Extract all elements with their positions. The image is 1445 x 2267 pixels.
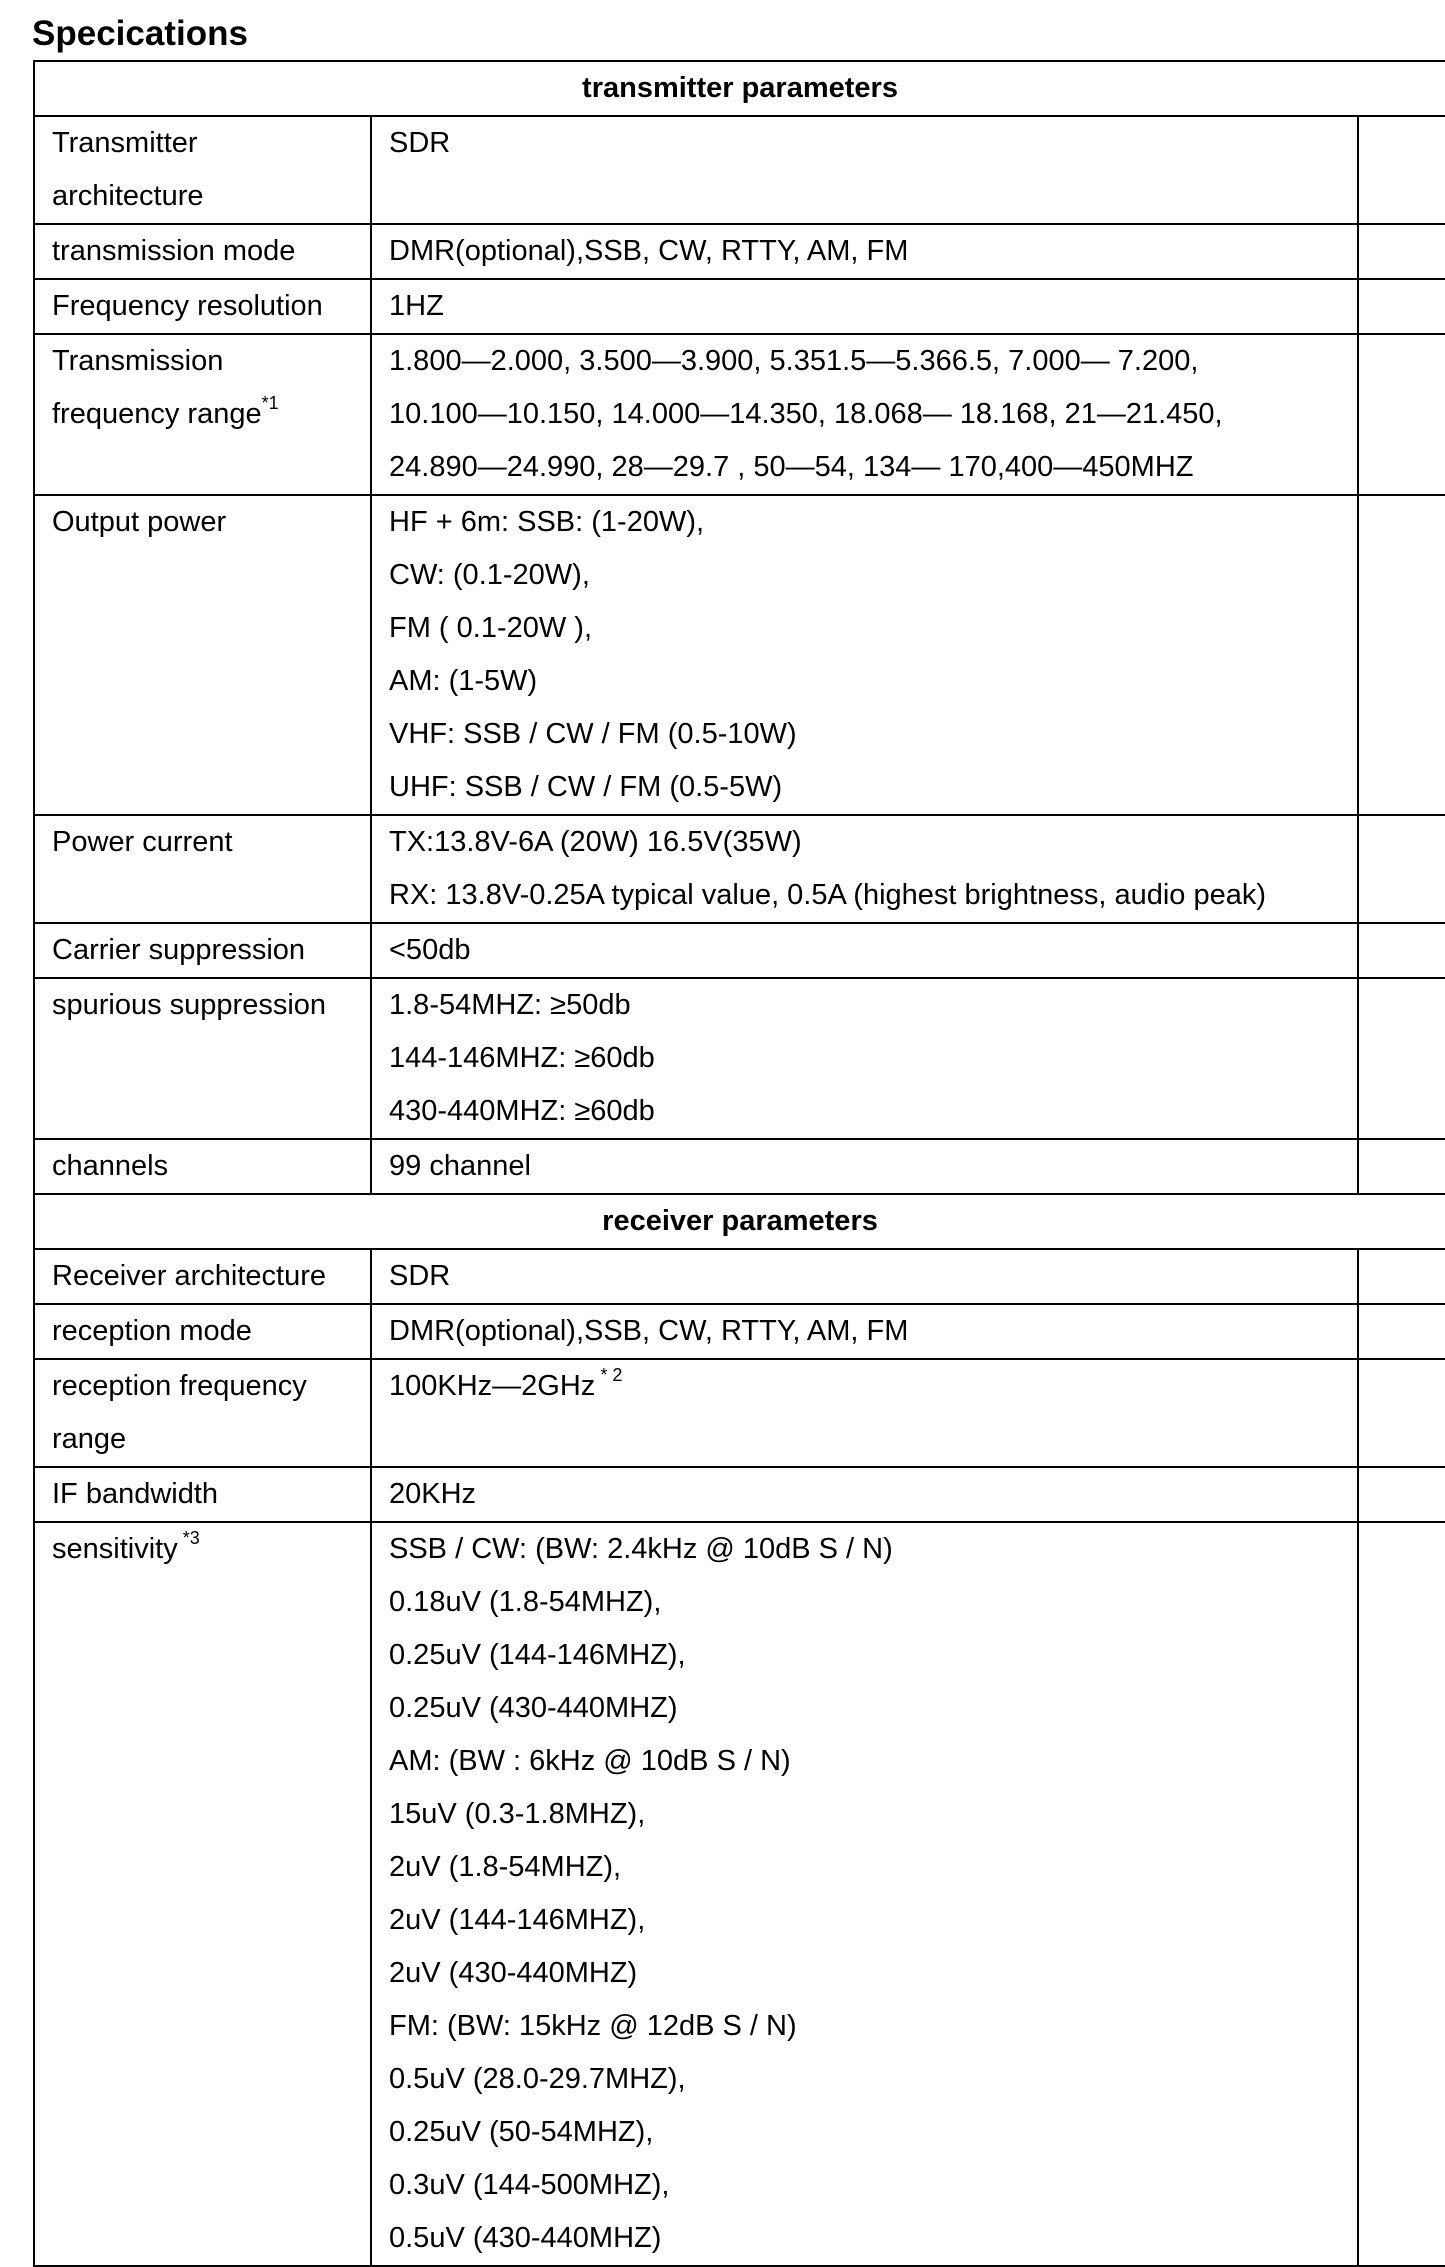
spec-label	[34, 1522, 371, 2266]
spec-value	[371, 279, 1358, 334]
spec-label	[34, 116, 371, 224]
spec-extra-cell	[1358, 1467, 1445, 1522]
spec-value-line: 2uV (430-440MHZ)	[389, 1957, 638, 1989]
spec-extra-cell	[1358, 815, 1445, 923]
spec-value-line: 0.3uV (144-500MHZ),	[389, 2169, 670, 2201]
spec-value-line: 2uV (144-146MHZ),	[389, 1904, 646, 1936]
spec-value-line: 24.890—24.990, 28—29.7 , 50—54, 134— 170,400—450MHZ	[389, 451, 1194, 483]
spec-value	[371, 1304, 1358, 1359]
spec-label	[34, 923, 371, 978]
spec-row	[34, 495, 1445, 815]
spec-value-line: 1.8-54MHZ: ≥50db	[389, 989, 631, 1021]
spec-value-line: HF + 6m: SSB: (1-20W),	[389, 506, 705, 538]
section-heading: transmitter parameters	[34, 61, 1445, 116]
spec-value-line: 0.25uV (144-146MHZ),	[389, 1639, 686, 1671]
section-header-row	[34, 61, 1445, 116]
spec-value-line: AM: (1-5W)	[389, 665, 538, 697]
spec-extra-cell	[1358, 1139, 1445, 1194]
spec-extra-cell	[1358, 1304, 1445, 1359]
spec-value-line: 0.25uV (430-440MHZ)	[389, 1692, 678, 1724]
spec-table	[33, 60, 1445, 2267]
spec-extra-cell	[1358, 334, 1445, 495]
spec-value	[371, 224, 1358, 279]
spec-label	[34, 1304, 371, 1359]
spec-label	[34, 1249, 371, 1304]
spec-value-line: DMR(optional),SSB, CW, RTTY, AM, FM	[389, 235, 909, 267]
spec-extra-cell	[1358, 1522, 1445, 2266]
spec-row	[34, 1304, 1445, 1359]
spec-value-line: TX:13.8V-6A (20W) 16.5V(35W)	[389, 826, 802, 858]
spec-label-line: spurious suppression	[52, 989, 327, 1021]
spec-value-line: 0.25uV (50-54MHZ),	[389, 2116, 654, 2148]
spec-label	[34, 495, 371, 815]
spec-value-line: SSB / CW: (BW: 2.4kHz @ 10dB S / N)	[389, 1533, 893, 1565]
spec-label-line: Transmission	[52, 345, 224, 377]
spec-label-line: range	[52, 1423, 127, 1455]
spec-value-line: 0.5uV (430-440MHZ)	[389, 2222, 662, 2254]
spec-extra-cell	[1358, 495, 1445, 815]
section-header-row	[34, 1194, 1445, 1249]
spec-label-line: Frequency resolution	[52, 290, 323, 322]
spec-value	[371, 815, 1358, 923]
spec-value-line: SDR	[389, 127, 451, 159]
spec-value	[371, 1139, 1358, 1194]
spec-value-line: 0.5uV (28.0-29.7MHZ),	[389, 2063, 686, 2095]
spec-label-line: Output power	[52, 506, 227, 538]
spec-value	[371, 495, 1358, 815]
spec-extra-cell	[1358, 279, 1445, 334]
spec-label	[34, 279, 371, 334]
spec-value-line: 20KHz	[389, 1478, 477, 1510]
spec-label	[34, 815, 371, 923]
spec-value-line: SDR	[389, 1260, 451, 1292]
spec-value	[371, 978, 1358, 1139]
spec-label-line: reception mode	[52, 1315, 252, 1347]
spec-value-line: 15uV (0.3-1.8MHZ),	[389, 1798, 646, 1830]
spec-value-line: <50db	[389, 934, 471, 966]
spec-value-line: 430-440MHZ: ≥60db	[389, 1095, 655, 1127]
spec-label	[34, 1139, 371, 1194]
spec-row	[34, 334, 1445, 495]
spec-value	[371, 1249, 1358, 1304]
spec-extra-cell	[1358, 978, 1445, 1139]
spec-value	[371, 1359, 1358, 1467]
spec-value-line: 0.18uV (1.8-54MHZ),	[389, 1586, 662, 1618]
spec-value-line: 100KHz—2GHz $^{* 2}$	[389, 1365, 623, 1402]
spec-label-line: channels	[52, 1150, 169, 1182]
spec-value-line: 144-146MHZ: ≥60db	[389, 1042, 655, 1074]
spec-value-line: 1.800—2.000, 3.500—3.900, 5.351.5—5.366.5, 7.000— 7.200,	[389, 345, 1199, 377]
spec-value-line: FM ( 0.1-20W ),	[389, 612, 593, 644]
spec-value	[371, 1522, 1358, 2266]
spec-value-line: AM: (BW : 6kHz @ 10dB S / N)	[389, 1745, 791, 1777]
spec-row	[34, 815, 1445, 923]
spec-label-line: transmission mode	[52, 235, 296, 267]
spec-value	[371, 334, 1358, 495]
spec-label-line: frequency range$^{*1}$	[52, 393, 279, 430]
spec-row	[34, 978, 1445, 1139]
spec-value-line: RX: 13.8V-0.25A typical value, 0.5A (highest brightness, audio peak)	[389, 879, 1266, 911]
spec-value-line: FM: (BW: 15kHz @ 12dB S / N)	[389, 2010, 797, 2042]
spec-value-line: 10.100—10.150, 14.000—14.350, 18.068— 18.168, 21—21.450,	[389, 398, 1223, 430]
spec-label-line: architecture	[52, 180, 204, 212]
spec-label	[34, 224, 371, 279]
spec-extra-cell	[1358, 224, 1445, 279]
section-heading: receiver parameters	[34, 1194, 1445, 1249]
page-title: Specications	[32, 14, 248, 53]
spec-value	[371, 1467, 1358, 1522]
spec-row	[34, 1359, 1445, 1467]
spec-label-line: Receiver architecture	[52, 1260, 326, 1292]
spec-label-line: Power current	[52, 826, 233, 858]
spec-row	[34, 1249, 1445, 1304]
spec-row	[34, 1522, 1445, 2266]
spec-label-line: IF bandwidth	[52, 1478, 219, 1510]
spec-row	[34, 1467, 1445, 1522]
spec-label	[34, 1359, 371, 1467]
spec-row	[34, 1139, 1445, 1194]
spec-value-line: DMR(optional),SSB, CW, RTTY, AM, FM	[389, 1315, 909, 1347]
spec-value	[371, 116, 1358, 224]
spec-row	[34, 224, 1445, 279]
spec-label-line: sensitivity $^{*3}$	[52, 1528, 200, 1565]
footnote-marker: *3	[177, 1528, 200, 1548]
footnote-marker: *1	[261, 393, 279, 413]
spec-row	[34, 923, 1445, 978]
spec-value-line: UHF: SSB / CW / FM (0.5-5W)	[389, 771, 783, 803]
spec-label	[34, 334, 371, 495]
spec-label-line: reception frequency	[52, 1370, 307, 1402]
spec-value-line: 1HZ	[389, 290, 444, 322]
spec-extra-cell	[1358, 923, 1445, 978]
spec-extra-cell	[1358, 1359, 1445, 1467]
spec-label-line: Transmitter	[52, 127, 198, 159]
spec-value-line: 2uV (1.8-54MHZ),	[389, 1851, 622, 1883]
spec-extra-cell	[1358, 116, 1445, 224]
spec-value-line: VHF: SSB / CW / FM (0.5-10W)	[389, 718, 797, 750]
spec-label-line: Carrier suppression	[52, 934, 306, 966]
spec-label	[34, 978, 371, 1139]
spec-extra-cell	[1358, 1249, 1445, 1304]
spec-value	[371, 923, 1358, 978]
spec-row	[34, 116, 1445, 224]
footnote-marker: * 2	[595, 1365, 623, 1385]
spec-value-line: CW: (0.1-20W),	[389, 559, 590, 591]
spec-row	[34, 279, 1445, 334]
spec-label	[34, 1467, 371, 1522]
spec-value-line: 99 channel	[389, 1150, 531, 1182]
